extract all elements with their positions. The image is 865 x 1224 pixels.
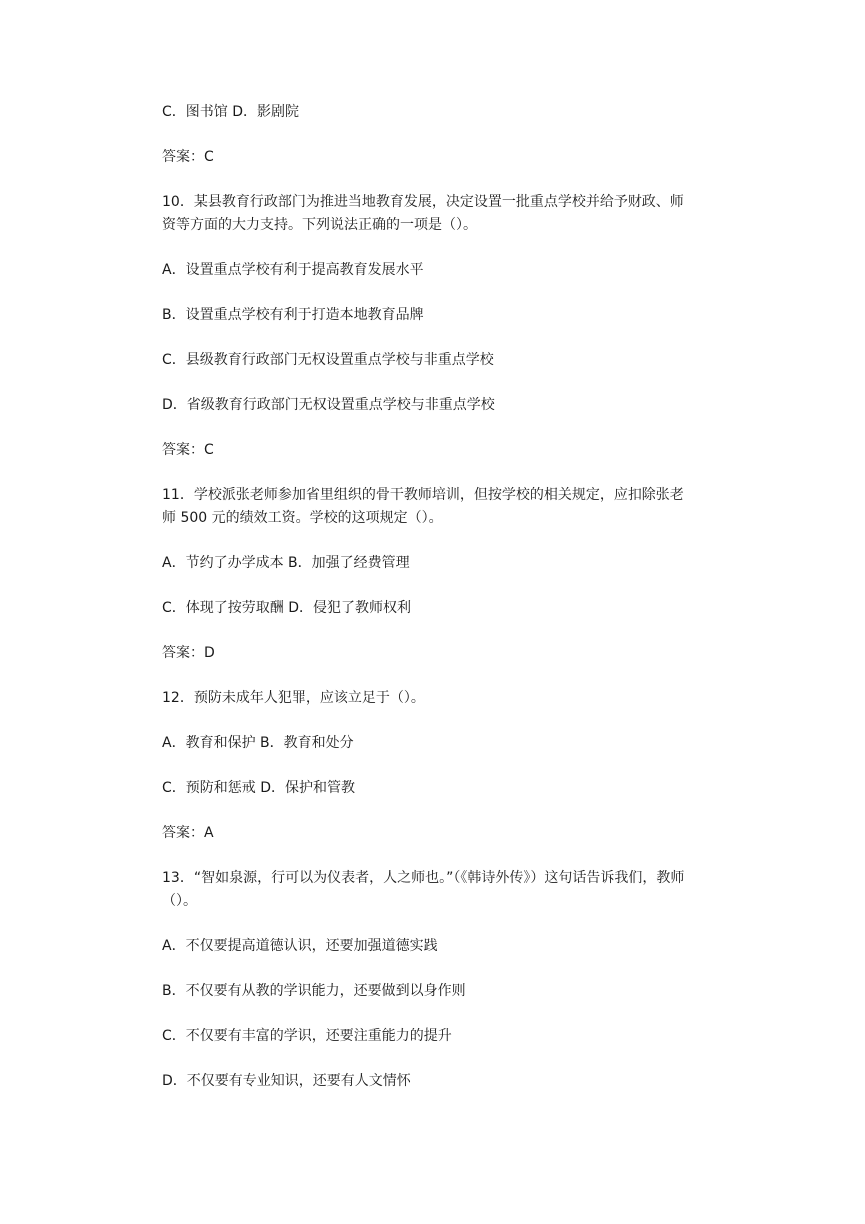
q13-option-a: A．不仅要提高道德认识，还要加强道德实践 <box>162 938 438 954</box>
q11-options-cd: C．体现了按劳取酬 D．侵犯了教师权利 <box>162 600 412 616</box>
q11-question-line1: 11．学校派张老师参加省里组织的骨干教师培训，但按学校的相关规定，应扣除张老 <box>162 487 684 503</box>
q11-question <box>162 484 740 530</box>
q10-question <box>162 191 740 237</box>
q13-question-line1: 13．“智如泉源，行可以为仪表者，人之师也。”（《韩诗外传》）这句话告诉我们，教师 <box>162 870 685 886</box>
q10-option-a: A．设置重点学校有利于提高教育发展水平 <box>162 262 424 278</box>
q12-question: 12．预防未成年人犯罪，应该立足于（）。 <box>162 690 425 706</box>
q10-option-d: D．省级教育行政部门无权设置重点学校与非重点学校 <box>162 397 495 413</box>
q10-option-b: B．设置重点学校有利于打造本地教育品牌 <box>162 307 424 323</box>
q13-question <box>162 867 740 913</box>
q10-question-line2: 资等方面的大力支持。下列说法正确的一项是（）。 <box>162 217 477 233</box>
q12-options-ab: A．教育和保护 B．教育和处分 <box>162 735 354 751</box>
q11-question-line2: 师 500 元的绩效工资。学校的这项规定（）。 <box>162 510 443 526</box>
q12-options-cd: C．预防和惩戒 D．保护和管教 <box>162 780 356 796</box>
q13-option-b: B．不仅要有从教的学识能力，还要做到以身作则 <box>162 983 466 999</box>
document-content <box>162 101 740 1115</box>
q13-question-line2: （）。 <box>162 893 197 909</box>
q11-options-ab: A．节约了办学成本 B．加强了经费管理 <box>162 555 410 571</box>
q9-options-cd: C．图书馆 D．影剧院 <box>162 104 300 120</box>
q13-option-d: D．不仅要有专业知识，还要有人文情怀 <box>162 1073 411 1089</box>
q10-answer: 答案：C <box>162 442 214 458</box>
q9-answer: 答案：C <box>162 149 214 165</box>
q10-question-line1: 10．某县教育行政部门为推进当地教育发展，决定设置一批重点学校并给予财政、师 <box>162 194 684 210</box>
q10-option-c: C．县级教育行政部门无权设置重点学校与非重点学校 <box>162 352 494 368</box>
q11-answer: 答案：D <box>162 645 215 661</box>
q13-option-c: C．不仅要有丰富的学识，还要注重能力的提升 <box>162 1028 452 1044</box>
q12-answer: 答案：A <box>162 825 214 841</box>
